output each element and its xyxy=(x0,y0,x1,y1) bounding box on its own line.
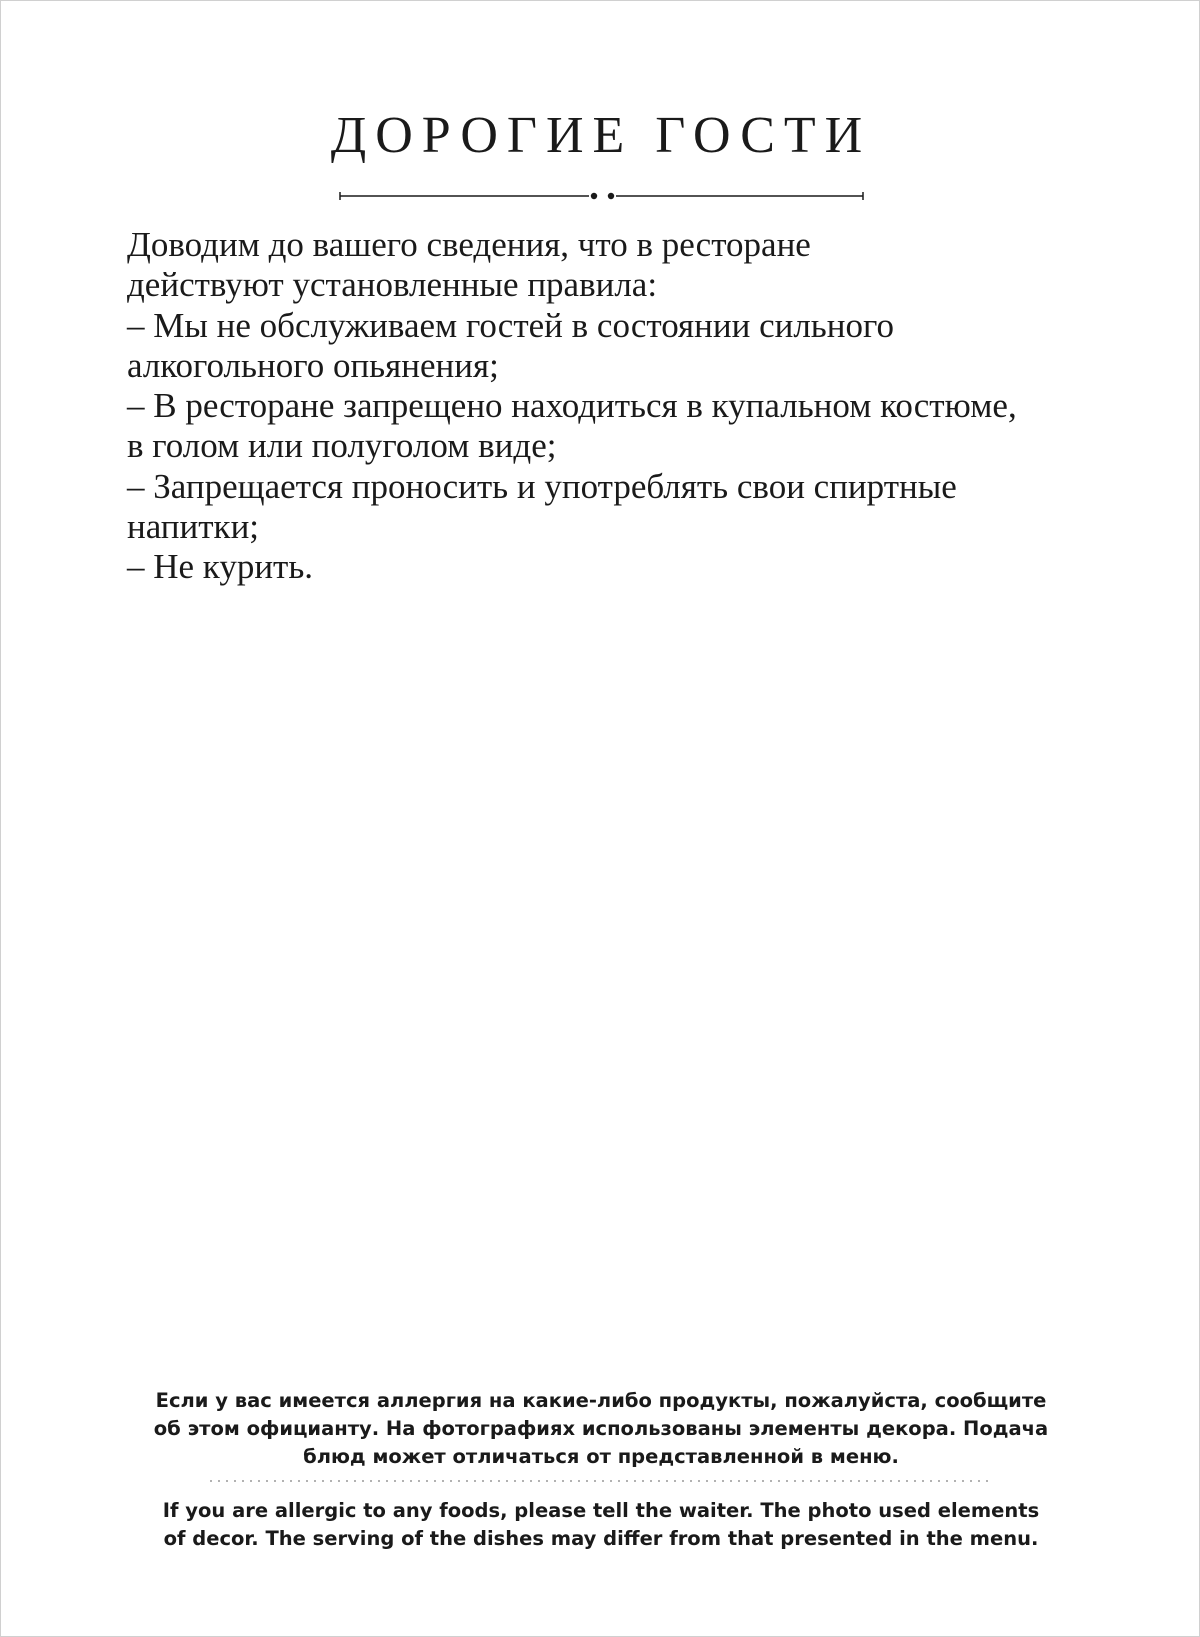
separator-dot xyxy=(458,1480,460,1482)
separator-dot xyxy=(426,1480,428,1482)
separator-dot xyxy=(666,1480,668,1482)
separator-dot xyxy=(450,1480,452,1482)
separator-dot xyxy=(874,1480,876,1482)
separator-dot xyxy=(538,1480,540,1482)
separator-dot xyxy=(954,1480,956,1482)
rules-line: Доводим до вашего сведения, что в ресторане xyxy=(127,225,811,264)
separator-dot xyxy=(690,1480,692,1482)
rules-line: в голом или полуголом виде; xyxy=(127,426,557,466)
separator-dot xyxy=(482,1480,484,1482)
separator-dot xyxy=(842,1480,844,1482)
separator-dot xyxy=(282,1480,284,1482)
rules-text xyxy=(127,225,1087,588)
separator-dot xyxy=(890,1480,892,1482)
separator-dot xyxy=(306,1480,308,1482)
separator-dot xyxy=(330,1480,332,1482)
separator-dot xyxy=(314,1480,316,1482)
separator-dot xyxy=(586,1480,588,1482)
rules-line: напитки; xyxy=(127,507,260,547)
rules-line: действуют установленные правила: xyxy=(127,265,658,305)
separator-dot xyxy=(218,1480,220,1482)
separator-dot xyxy=(234,1480,236,1482)
separator-dot xyxy=(722,1480,724,1482)
separator-dot xyxy=(738,1480,740,1482)
separator-dot xyxy=(514,1480,516,1482)
separator-dot xyxy=(706,1480,708,1482)
separator-dot xyxy=(794,1480,796,1482)
separator-dot xyxy=(410,1480,412,1482)
separator-dot xyxy=(866,1480,868,1482)
separator-dot xyxy=(618,1480,620,1482)
separator-dot xyxy=(938,1480,940,1482)
separator-dot xyxy=(530,1480,532,1482)
separator-dot xyxy=(466,1480,468,1482)
title-divider xyxy=(339,189,864,203)
separator-dot xyxy=(522,1480,524,1482)
separator-dot xyxy=(986,1480,988,1482)
separator-dot xyxy=(570,1480,572,1482)
notice-line: об этом официанту. На фотографиях использованы элементы декора. Подача xyxy=(153,1417,1049,1440)
separator-dot xyxy=(882,1480,884,1482)
separator-dot xyxy=(802,1480,804,1482)
separator-dot xyxy=(386,1480,388,1482)
separator-dot xyxy=(978,1480,980,1482)
separator-dot xyxy=(682,1480,684,1482)
separator-dot xyxy=(818,1480,820,1482)
notice-line: of decor. The serving of the dishes may differ from that presented in the menu. xyxy=(163,1527,1039,1550)
separator-dot xyxy=(298,1480,300,1482)
separator-dot xyxy=(210,1480,212,1482)
separator-dot xyxy=(786,1480,788,1482)
separator-dot xyxy=(250,1480,252,1482)
separator-dot xyxy=(658,1480,660,1482)
separator-dot xyxy=(634,1480,636,1482)
separator-dot xyxy=(418,1480,420,1482)
allergy-notice-en xyxy=(101,1497,1101,1553)
allergy-notice-ru xyxy=(101,1387,1101,1471)
separator-dot xyxy=(290,1480,292,1482)
separator-dot xyxy=(594,1480,596,1482)
separator-dot xyxy=(778,1480,780,1482)
separator-dot xyxy=(858,1480,860,1482)
separator-dot xyxy=(714,1480,716,1482)
separator-dot xyxy=(394,1480,396,1482)
separator-dot xyxy=(274,1480,276,1482)
page-title: ДОРОГИЕ ГОСТИ xyxy=(330,107,872,164)
separator-dot xyxy=(474,1480,476,1482)
separator-dot xyxy=(554,1480,556,1482)
notice-line: If you are allergic to any foods, please tell the waiter. The photo used elements xyxy=(162,1499,1040,1522)
separator-dot xyxy=(362,1480,364,1482)
separator-dot xyxy=(602,1480,604,1482)
separator-dot xyxy=(242,1480,244,1482)
separator-dot xyxy=(970,1480,972,1482)
rules-line: алкогольного опьянения; xyxy=(127,345,499,385)
rules-line: – Не курить. xyxy=(127,547,314,587)
separator-dot xyxy=(266,1480,268,1482)
separator-dot xyxy=(746,1480,748,1482)
separator-dot xyxy=(898,1480,900,1482)
separator-dot xyxy=(370,1480,372,1482)
separator-dot xyxy=(650,1480,652,1482)
separator-dot xyxy=(490,1480,492,1482)
separator-dot xyxy=(346,1480,348,1482)
separator-dot xyxy=(674,1480,676,1482)
separator-dot xyxy=(258,1480,260,1482)
separator-dot xyxy=(922,1480,924,1482)
separator-dot xyxy=(834,1480,836,1482)
separator-dot xyxy=(578,1480,580,1482)
separator-dot xyxy=(322,1480,324,1482)
separator-dot xyxy=(946,1480,948,1482)
separator-dot xyxy=(762,1480,764,1482)
rules-line: – В ресторане запрещено находиться в купальном костюме, xyxy=(127,386,1017,426)
separator-dot xyxy=(930,1480,932,1482)
separator-dot xyxy=(506,1480,508,1482)
separator-dot xyxy=(962,1480,964,1482)
separator-dot xyxy=(730,1480,732,1482)
separator-dot xyxy=(402,1480,404,1482)
separator-dot xyxy=(434,1480,436,1482)
separator-dot xyxy=(850,1480,852,1482)
dotted-separator xyxy=(209,1478,993,1484)
separator-dot xyxy=(626,1480,628,1482)
notice-line: Если у вас имеется аллергия на какие-либо продукты, пожалуйста, сообщите xyxy=(155,1389,1047,1412)
separator-dot xyxy=(698,1480,700,1482)
separator-dot xyxy=(442,1480,444,1482)
separator-dot xyxy=(810,1480,812,1482)
separator-dot xyxy=(378,1480,380,1482)
separator-dot xyxy=(642,1480,644,1482)
separator-dot xyxy=(906,1480,908,1482)
separator-dot xyxy=(226,1480,228,1482)
separator-dot xyxy=(546,1480,548,1482)
separator-dot xyxy=(498,1480,500,1482)
notice-line: блюд может отличаться от представленной в меню. xyxy=(303,1445,899,1468)
separator-dot xyxy=(754,1480,756,1482)
separator-dot xyxy=(562,1480,564,1482)
separator-dot xyxy=(914,1480,916,1482)
separator-dot xyxy=(354,1480,356,1482)
separator-dot xyxy=(826,1480,828,1482)
rules-line: – Запрещается проносить и употреблять свои спиртные xyxy=(127,466,957,506)
separator-dot xyxy=(338,1480,340,1482)
separator-dot xyxy=(770,1480,772,1482)
separator-dot xyxy=(610,1480,612,1482)
rules-line: – Мы не обслуживаем гостей в состоянии сильного xyxy=(127,305,894,345)
